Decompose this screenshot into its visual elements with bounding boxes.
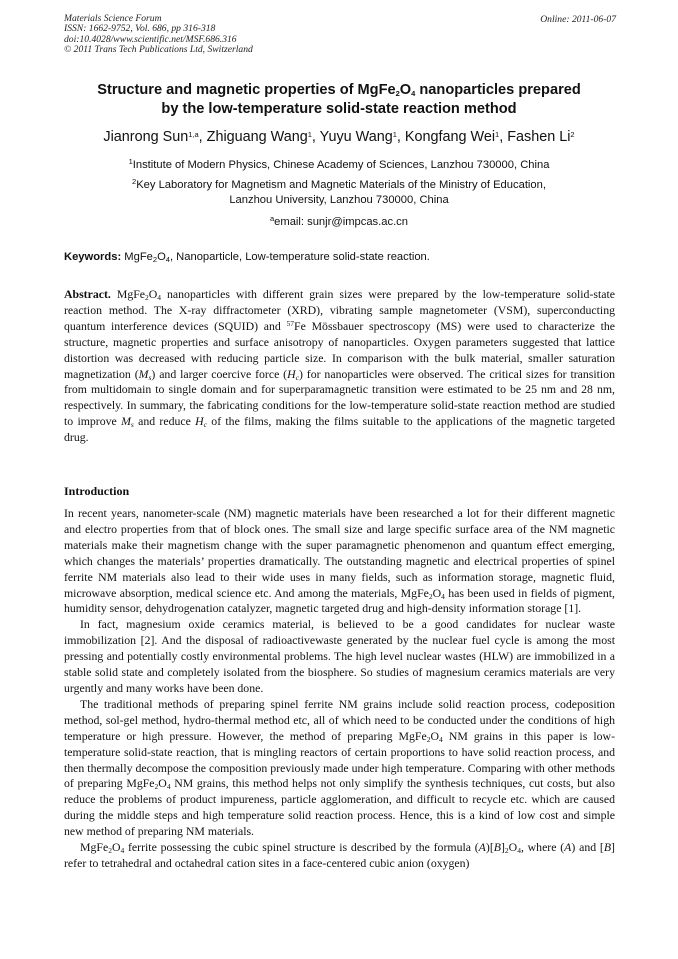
paper-title <box>40 81 638 118</box>
paragraph: The traditional methods of preparing spinel ferrite NM grains include solid reaction process, codeposition method, sol-gel method, hydro-thermal method etc, all of which need to be conducted under the conditions of high temperature or high pressure. However, the method of preparing $MgFe_2O_4$ NM grains in this paper is low-temperature solid-state reaction, that is mingling reactors of certain proportions to have solid reaction process, and then thermally decompose the composition previously made under high temperature. Comparing with other methods of preparing $MgFe_2O_4$ NM grains, this method helps not only simplify the synthesis techniques, cut costs, but also reduce the problems of product impureness, particle agglomeration, and difficult to recycle etc. which are caused during the middle steps and high temperature solid reaction process. Hence, this is a kind of low cost and simple new method of preparing NM materials. <box>64 696 615 839</box>
title-line-2: by the low-temperature solid-state reaction method <box>161 100 517 117</box>
paragraph: $MgFe_2O_4$ ferrite possessing the cubic spinel structure is described by the formula $(A)[B]_2O_4$, where (A) and [B] refer to tetrahedral and octahedral cation sites in a face-centered cubic anion (oxygen) <box>64 840 615 870</box>
introduction-body <box>64 506 615 872</box>
author: Yuyu Wang$^1$ <box>319 129 397 145</box>
section-heading-introduction: Introduction <box>64 484 130 498</box>
doi-line: doi:10.4028/www.scientific.net/MSF.686.316 <box>64 33 237 45</box>
author: Fashen Li$^2$ <box>507 129 575 145</box>
affiliation-1: $^1$Institute of Modern Physics, Chinese Academy of Sciences, Lanzhou 730000, China <box>128 157 550 171</box>
keywords: Keywords: $MgFe_2O_4$, Nanoparticle, Low-temperature solid-state reaction. <box>64 251 430 264</box>
author: Kongfang Wei$^1$ <box>404 129 500 145</box>
journal-header <box>64 14 253 56</box>
paragraph: In fact, magnesium oxide ceramics material, is believed to be a good candidates for nuclear waste immobilization [2]. And the disposal of radioactivewaste generated by the nuclear fuel cycle is among the most pressing and potentially costly environmental problems. The high level nuclear wastes (HLW) are immobilized in a stable solid state and completely isolated from the biosphere. So studies of magnesium ceramics materials are very urgently and many works have been done. <box>64 617 615 695</box>
issn-line: ISSN: 1662-9752, Vol. 686, pp 316-318 <box>64 23 216 35</box>
author: Zhiguang Wang$^1$ <box>206 129 312 145</box>
copyright-line: © 2011 Trans Tech Publications Ltd, Switzerland <box>64 44 253 56</box>
title-line-1: Structure and magnetic properties of $MgFe_2O_4$ nanoparticles prepared <box>97 82 581 98</box>
affiliation-2: $^2$Key Laboratory for Magnetism and Magnetic Materials of the Ministry of Education, Lanzhou University, Lanzhou 730000, China <box>132 177 546 206</box>
online-date: Online: 2011-06-07 <box>540 14 616 25</box>
email-line: $^a$email: sunjr@impcas.ac.cn <box>269 214 408 228</box>
paragraph: In recent years, nanometer-scale (NM) magnetic materials have been researched a lot for their different magnetic and electro properties from that of block ones. The small size and large specific surface area of the NM magnetic materials make their magnetism change with the super paramagnetic phenomenon and quantum effect emerging, which changes the materials’ properties dramatically. The outstanding magnetic and electrical properties of spinel ferrite NM materials also lead to their wide uses in many fields, such as information storage, magnetic fluid, microwave absorption, medical science etc. And among the materials, $MgFe_2O_4$ has been used in fields of pigment, humidity sensor, dehydrogenation catalyzer, magnetic targeted drug and high-density information storage [1]. <box>64 506 615 616</box>
author-list: Jianrong Sun$^{1,a}$, Zhiguang Wang$^1$, Yuyu Wang$^1$, Kongfang Wei$^1$, Fashen Li$^2$ <box>103 129 575 145</box>
journal-name: Materials Science Forum <box>64 13 162 24</box>
abstract: Abstract. $MgFe_2O_4$ nanoparticles with different grain sizes were prepared by the low-temperature solid-state reaction method. The X-ray diffractometer (XRD), vibrating sample magnetometer (VSM), superconducting quantum interference devices (SQUID) and $^{57}$Fe Mössbauer spectroscopy (MS) were used to characterize the structure, magnetic properties and surface anisotropy of nanoparticles. Oxygen parameters suggested that lattice distortion was decreased with reducing particle size. In comparison with the bulk material, smaller saturation magnetization $(M_s)$ and larger coercive force $(H_c)$ for nanoparticles were observed. The critical sizes for transition from multidomain to single domain and for superparamagnetic transition were estimated to be 25 nm and 28 nm, respectively. In summary, the fabricating conditions for the low-temperature solid-state reaction method are studied to improve $M_s$ and reduce $H_c$ of the films, making the films suitable to the applications of the magnetic targeted drug. <box>64 287 616 445</box>
author: Jianrong Sun$^{1,a}$ <box>103 129 199 145</box>
